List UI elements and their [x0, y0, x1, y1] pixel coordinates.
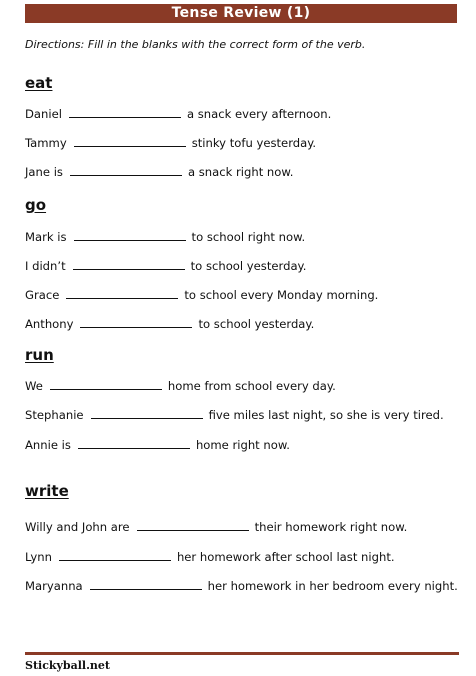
section-heading-write: write — [25, 482, 69, 500]
exercise-line: We home from school every day. — [25, 379, 336, 393]
footer-divider — [25, 652, 459, 655]
section-heading-go: go — [25, 196, 47, 214]
answer-blank[interactable] — [90, 578, 202, 590]
exercise-line: Lynn her homework after school last night. — [25, 550, 395, 564]
answer-blank[interactable] — [66, 287, 178, 299]
answer-blank[interactable] — [74, 135, 186, 147]
exercise-line: Anthony to school yesterday. — [25, 317, 315, 331]
answer-blank[interactable] — [137, 519, 249, 531]
answer-blank[interactable] — [50, 378, 162, 390]
exercise-line: Annie is home right now. — [25, 438, 290, 452]
answer-blank[interactable] — [73, 258, 185, 270]
exercise-line: Mark is to school right now. — [25, 230, 306, 244]
exercise-line: Tammy stinky tofu yesterday. — [25, 136, 317, 150]
answer-blank[interactable] — [78, 437, 190, 449]
exercise-line: Daniel a snack every afternoon. — [25, 107, 332, 121]
answer-blank[interactable] — [80, 316, 192, 328]
exercise-line: Jane is a snack right now. — [25, 165, 294, 179]
worksheet-title: Tense Review (1) — [25, 4, 457, 23]
exercise-line: Maryanna her homework in her bedroom every night. — [25, 579, 458, 593]
footer-brand: Stickyball.net — [25, 659, 110, 672]
exercise-line: Stephanie five miles last night, so she is very tired. — [25, 408, 444, 422]
answer-blank[interactable] — [74, 229, 186, 241]
section-heading-eat: eat — [25, 74, 53, 92]
exercise-line: I didn’t to school yesterday. — [25, 259, 307, 273]
answer-blank[interactable] — [69, 106, 181, 118]
answer-blank[interactable] — [59, 549, 171, 561]
directions-text: Directions: Fill in the blanks with the correct form of the verb. — [25, 38, 366, 51]
answer-blank[interactable] — [91, 407, 203, 419]
answer-blank[interactable] — [70, 164, 182, 176]
section-heading-run: run — [25, 346, 54, 364]
exercise-line: Willy and John are their homework right now. — [25, 520, 408, 534]
exercise-line: Grace to school every Monday morning. — [25, 288, 379, 302]
